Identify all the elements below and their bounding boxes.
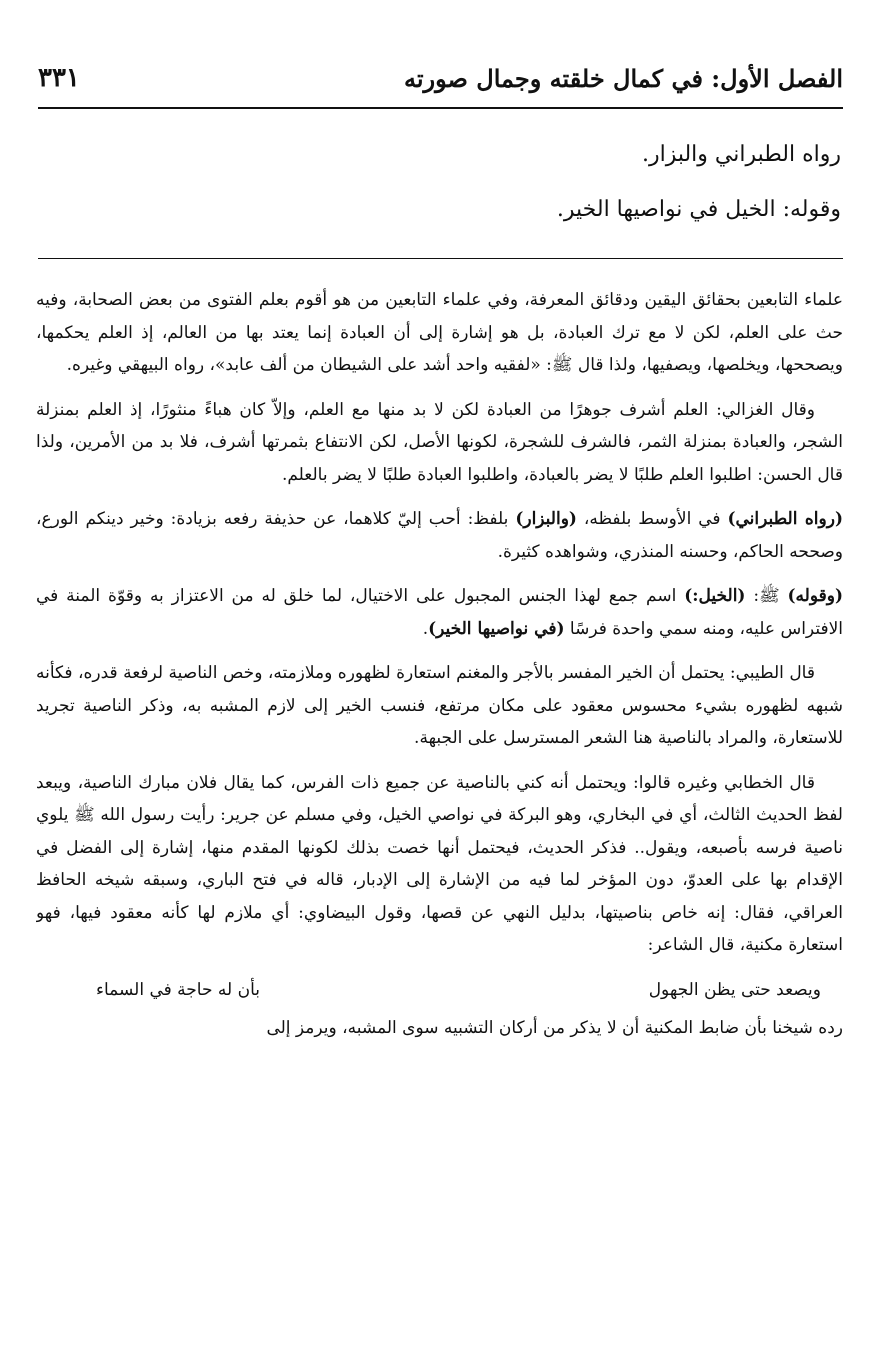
bold-term: (والبزار) bbox=[515, 509, 577, 529]
text-run: في الأوسط بلفظه، bbox=[576, 509, 728, 529]
page-number: ٣٣١ bbox=[38, 63, 80, 93]
commentary-paragraph: قال الخطابي وغيره قالوا: ويحتمل أنه كني بالناصية عن جميع ذات الفرس، كما يقال فلان مبارك الناصية، ويبعد لفظ الحديث الثالث، أي في البخاري، وهو البركة في نواصي الخيل، وفي مسلم عن جرير: رأيت رسول الله ﷺ يلوي ناصية فرسه بأصبعه، ويقول.. فذكر الحديث، فيحتمل أنها خصت بذلك لكونها المقدم منها، إشارة إلى الفضل في الإقدام بها على العدوّ، دون المؤخر لما فيه من الإشارة إلى الإدبار، قاله في فتح الباري، وسبقه شيخه الحافظ العراقي، فقال: إنه خاص بناصيتها، بدليل النهي عن قصها، وقول البيضاوي: أي ملازم لها كأنه معقود فيها، فهو استعارة مكنية، قال الشاعر: bbox=[36, 772, 843, 955]
section-divider bbox=[38, 258, 843, 259]
verse-first-hemistich: ويصعد حتى يظن الجهول bbox=[648, 979, 821, 1000]
commentary-body bbox=[36, 284, 843, 1354]
commentary-paragraph bbox=[36, 580, 843, 645]
commentary-paragraph: رده شيخنا بأن ضابط المكنية أن لا يذكر من أركان التشبيه سوى المشبه، ويرمز إلى bbox=[266, 1017, 843, 1038]
text-run: ﷺ: bbox=[745, 586, 788, 606]
hadith-line: وقوله: الخيل في نواصيها الخير. bbox=[556, 197, 841, 222]
bold-term: (وقوله) bbox=[787, 586, 843, 606]
bold-term: (الخيل:) bbox=[684, 586, 746, 606]
bold-term: (في نواصيها الخير) bbox=[428, 618, 565, 639]
bold-term: (رواه الطبراني) bbox=[727, 509, 843, 529]
commentary-paragraph: علماء التابعين بحقائق اليقين ودقائق المعرفة، وفي علماء التابعين من هو أقوم بعلم الفتوى من بعض الصحابة، وفيه حث على العلم، لكن لا مع ترك العبادة، بل هو إشارة إلى أن العبادة إنما يعتد بها من العالم، إذ العلم يحكمها، ويصححها، ويخلصها، ويصفيها، ولذا قال ﷺ: «لفقيه واحد أشد على الشيطان من ألف عابد»، رواه البيهقي وغيره. bbox=[36, 290, 843, 375]
chapter-title: الفصل الأول: في كمال خلقته وجمال صورته bbox=[403, 63, 843, 93]
commentary-paragraph: وقال الغزالي: العلم أشرف جوهرًا من العبادة لكن لا بد منها مع العلم، وإلاّ كان هباءً منثورًا، إذ العلم بمنزلة الشجر، والعبادة بمنزلة الثمر، فالشرف للشجرة، لكونها الأصل، لكن الانتفاع بثمرتها أشرف، فلا بد من الأمرين، ولذا قال الحسن: اطلبوا العلم طلبًا لا يضر بالعبادة، واطلبوا العبادة طلبًا لا يضر بالعلم. bbox=[36, 399, 843, 485]
commentary-paragraph bbox=[36, 503, 843, 568]
poetry-verse bbox=[96, 974, 821, 1006]
verse-second-hemistich: بأن له حاجة في السماء bbox=[96, 979, 260, 1000]
text-run: بلفظ: أحب إليّ كلاهما، عن حذيفة رفعه بزيادة: وخير دينكم الورع، وصححه الحاكم، وحسنه المنذري، وشواهده كثيرة. bbox=[36, 509, 843, 562]
page-header bbox=[38, 58, 843, 98]
header-divider bbox=[38, 107, 843, 109]
hadith-line: رواه الطبراني والبزار. bbox=[641, 142, 841, 167]
hadith-text bbox=[40, 138, 841, 248]
text-run: اسم جمع لهذا الجنس المجبول على الاختيال، لما خلق له من الاعتزاز به وقوّة المنة في الافتراس عليه، ومنه سمي واحدة فرسًا bbox=[36, 586, 843, 639]
commentary-paragraph: قال الطيبي: يحتمل أن الخير المفسر بالأجر والمغنم استعارة لظهوره وملازمته، وخص الناصية لرفعة قدره، فكأنه شبهه لظهوره بشيء محسوس معقود على مكان مرتفع، فنسب الخير إلى لازم المشبه به، وذكر الناصية تجريد للاستعارة، والمراد بالناصية هنا الشعر المسترسل على الجبهة. bbox=[36, 663, 843, 748]
text-run: . bbox=[422, 618, 429, 639]
